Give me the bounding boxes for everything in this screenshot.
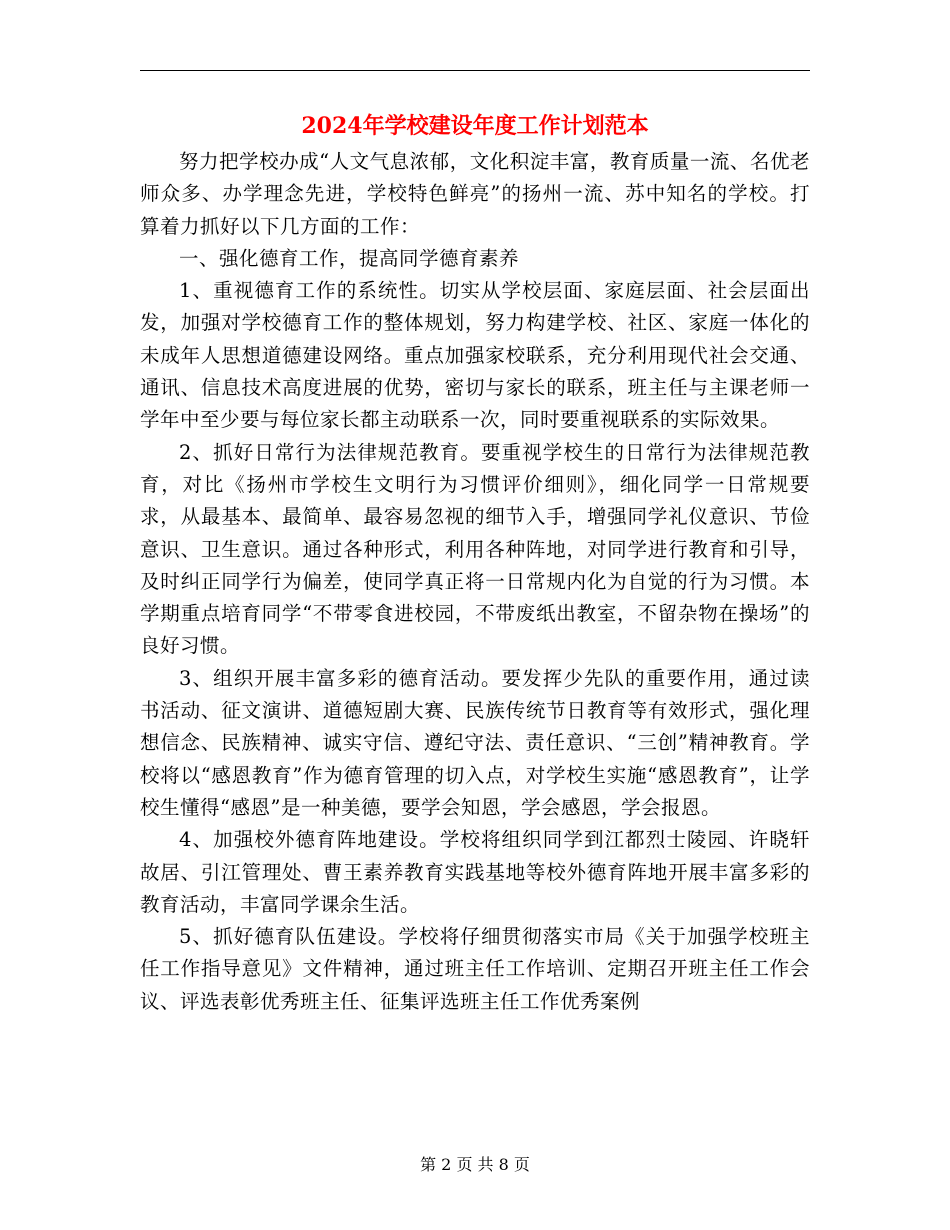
paragraph-item-1: 1、重视德育工作的系统性。切实从学校层面、家庭层面、社会层面出发，加强对学校德育工作的整体规划，努力构建学校、社区、家庭一体化的未成年人思想道德建设网络。重点加强家校联系，充分利用现代社会交通、通讯、信息技术高度进展的优势，密切与家长的联系，班主任与主课老师一学年中至少要与每位家长都主动联系一次，同时要重视联系的实际效果。 [140,279,810,432]
document-body [140,146,810,1018]
header-rule [140,70,810,71]
paragraph-item-3: 3、组织开展丰富多彩的德育活动。要发挥少先队的重要作用，通过读书活动、征文演讲、道德短剧大赛、民族传统节日教育等有效形式，强化理想信念、民族精神、诚实守信、遵纪守法、责任意识、“三创”精神教育。学校将以“感恩教育”作为德育管理的切入点，对学校生实施“感恩教育”，让学校生懂得“感恩”是一种美德，要学会知恩，学会感恩，学会报恩。 [140,666,810,819]
paragraph-item-2: 2、抓好日常行为法律规范教育。要重视学校生的日常行为法律规范教育，对比《扬州市学校生文明行为习惯评价细则》，细化同学一日常规要求，从最基本、最简单、最容易忽视的细节入手，增强同学礼仪意识、节俭意识、卫生意识。通过各种形式，利用各种阵地，对同学进行教育和引导，及时纠正同学行为偏差，使同学真正将一日常规内化为自觉的行为习惯。本学期重点培育同学“不带零食进校园，不带废纸出教室，不留杂物在操场”的良好习惯。 [140,440,810,658]
page-number-footer: 第 2 页 共 8 页 [420,1155,530,1174]
paragraph-intro: 努力把学校办成“人文气息浓郁，文化积淀丰富，教育质量一流、名优老师众多、办学理念先进，学校特色鲜亮”的扬州一流、苏中知名的学校。打算着力抓好以下几方面的工作： [140,150,810,238]
section-heading-moral-education: 一、强化德育工作，提高同学德育素养 [179,246,520,270]
document-title: 2024年学校建设年度工作计划范本 [301,113,649,139]
paragraph-item-5: 5、抓好德育队伍建设。学校将仔细贯彻落实市局《关于加强学校班主任工作指导意见》文件精神，通过班主任工作培训、定期召开班主任工作会议、评选表彰优秀班主任、征集评选班主任工作优秀案例 [140,925,810,1013]
paragraph-item-4: 4、加强校外德育阵地建设。学校将组织同学到江都烈士陵园、许晓轩故居、引江管理处、曹王素养教育实践基地等校外德育阵地开展丰富多彩的教育活动，丰富同学课余生活。 [140,828,810,916]
